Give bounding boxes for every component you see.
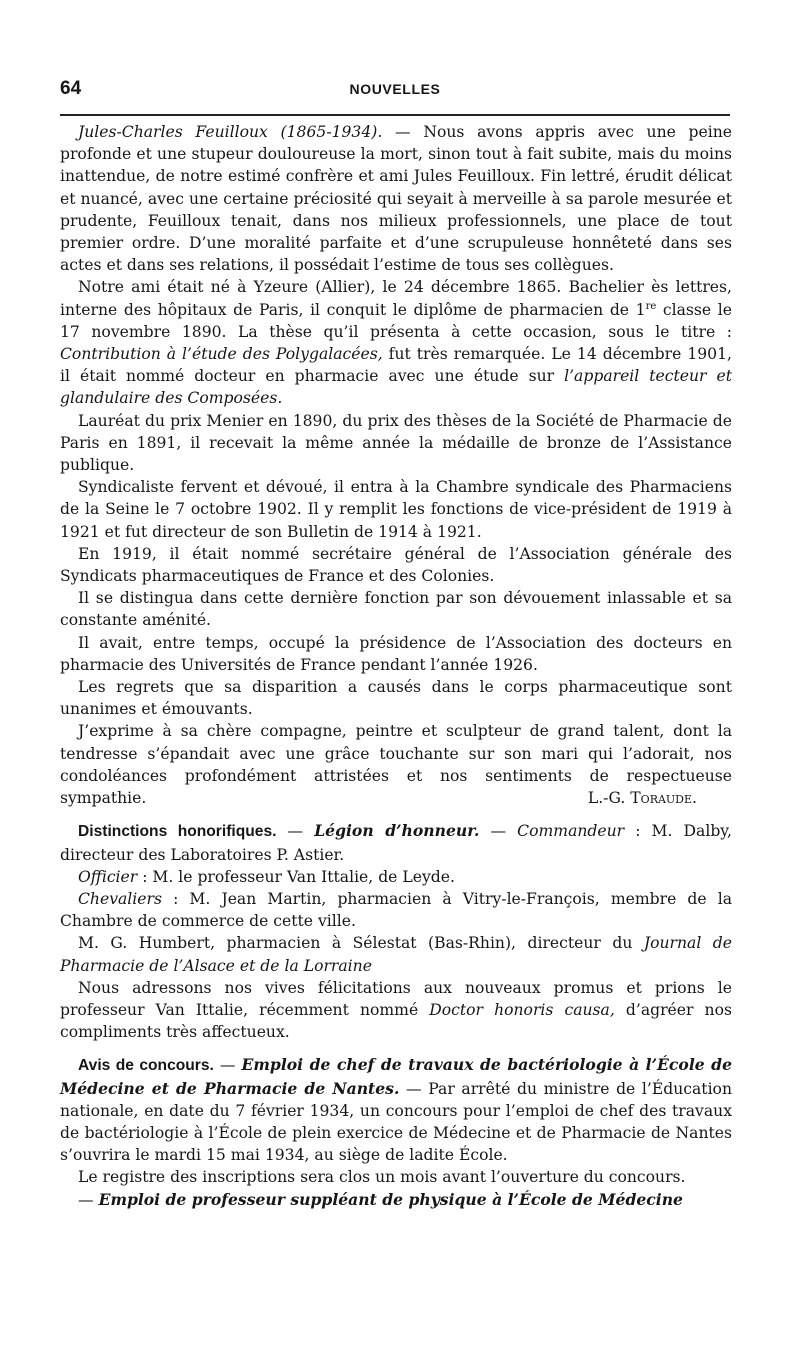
next-item-start: — Emploi de professeur suppléant de physique à l’École de Médecine xyxy=(78,1189,683,1209)
obituary-paragraph-3: Lauréat du prix Menier en 1890, du prix des thèses de la Société de Pharmacie de Paris en 1891, il recevait la même année la médaille de bronze de l’Assistance publique. xyxy=(60,411,732,475)
obituary-paragraph-7: Il avait, entre temps, occupé la présidence de l’Association des docteurs en pharmacie des Universités de France pendant l’année 1926. xyxy=(60,633,732,674)
page-body xyxy=(60,121,732,1211)
thesis-title: Contribution à l’étude des Polygalacées, xyxy=(60,345,383,364)
legion-heading: Légion d’honneur. xyxy=(314,821,480,841)
concours-heading: Avis de concours. xyxy=(78,1057,214,1075)
concours-subheading: Emploi de chef de travaux de bactériologie à l’École de Médecine et de Pharmacie de Nantes. xyxy=(60,1055,732,1098)
obituary-paragraph-5: En 1919, il était nommé secrétaire général de l’Association générale des Syndicats pharmaceutiques de France et des Colonies. xyxy=(60,544,732,586)
obituary-paragraph-8: Les regrets que sa disparition a causés dans le corps pharmaceutique sont unanimes et émouvants. xyxy=(60,678,732,719)
humbert-paragraph: M. G. Humbert, pharmacien à Sélestat (Bas-Rhin), directeur du Journal de Pharmacie de l’Alsace et de la Lorraine xyxy=(60,934,732,975)
officier-paragraph: Officier : M. le professeur Van Ittalie, de Leyde. xyxy=(78,867,455,886)
distinctions-paragraph: Distinctions honorifiques. — Légion d’honneur. — Commandeur : M. Dalby, directeur des Laboratoires P. Astier. xyxy=(60,821,732,864)
obituary-heading: Jules-Charles Feuilloux (1865-1934). xyxy=(78,123,383,141)
header-rule xyxy=(60,114,730,116)
obituary-paragraph-1: Jules-Charles Feuilloux (1865-1934). — Nous avons appris avec une peine profonde et une stupeur douloureuse la mort, sinon tout à fait subite, mais du moins inattendue, de notre estimé confrère et ami Jules Feuilloux. Fin lettré, érudit délicat et nuancé, avec une certaine préciosité qui seyait à merveille à sa parole mesurée et prudente, Feuilloux tenait, dans nos milieux professionnels, une place de tout premier ordre. D’une moralité parfaite et d’une scrupuleuse honnêteté dans ses actes et dans ses relations, il possédait l’estime de tous ses collègues. xyxy=(60,123,733,275)
obituary-paragraph-4: Syndicaliste fervent et dévoué, il entra à la Chambre syndicale des Pharmaciens de la Seine le 7 octobre 1902. Il y remplit les fonctions de vice-président de 1919 à 1921 et fut directeur de son Bulletin de 1914 à 1921. xyxy=(60,478,732,541)
distinctions-closing: Nous adressons nos vives félicitations aux nouveaux promus et prions le professeur Van Ittalie, récemment nommé Doctor honoris causa, d’agréer nos compliments très affectueux. xyxy=(60,978,732,1042)
page-number: 64 xyxy=(60,78,82,99)
obituary-paragraph-6: Il se distingua dans cette dernière fonction par son dévouement inlassable et sa constante aménité. xyxy=(60,589,732,630)
running-title: NOUVELLES xyxy=(349,81,441,97)
distinctions-heading: Distinctions honorifiques. xyxy=(78,823,277,841)
running-header xyxy=(60,78,730,100)
journal-title: Journal de Pharmacie de l’Alsace et de la Lorraine xyxy=(60,934,732,975)
concours-paragraph: Avis de concours. — Emploi de chef de travaux de bactériologie à l’École de Médecine et de Pharmacie de Nantes. — Par arrêté du ministre de l’Éducation nationale, en date du 7 février 1934, un concours pour l’emploi de chef des travaux de bactériologie à l’École de plein exercice de Médecine et de Pharmacie de Nantes s’ouvrira le mardi 15 mai 1934, au siège de ladite École. xyxy=(60,1055,732,1165)
obituary-paragraph-2: Notre ami était né à Yzeure (Allier), le 24 décembre 1865. Bachelier ès lettres, interne des hôpitaux de Paris, il conquit le diplôme de pharmacien de 1re classe le 17 novembre 1890. La thèse qu’il présenta à cette occasion, sous le titre : Contribution à l’étude des Polygalacées, fut très remarquée. Le 14 décembre 1901, il était nommé docteur en pharmacie avec une étude sur l’appareil tecteur et glandulaire des Composées. xyxy=(60,278,732,408)
obituary-paragraph-9: J’exprime à sa chère compagne, peintre et sculpteur de grand talent, dont la tendresse s’épandait avec une grâce touchante sur son mari qui l’adorait, nos condoléances profondément attristées et nos sentiments de respectueuse sympathie. L.-G. Toraude. xyxy=(60,720,732,809)
chevaliers-paragraph: Chevaliers : M. Jean Martin, pharmacien à Vitry-le-François, membre de la Chambre de commerce de cette ville. xyxy=(60,889,732,931)
signature: L.-G. Toraude. xyxy=(587,789,697,808)
doctoral-study-title: l’appareil tecteur et glandulaire des Composées. xyxy=(60,367,732,408)
registre-paragraph: Le registre des inscriptions sera clos un mois avant l’ouverture du concours. xyxy=(78,1168,686,1187)
